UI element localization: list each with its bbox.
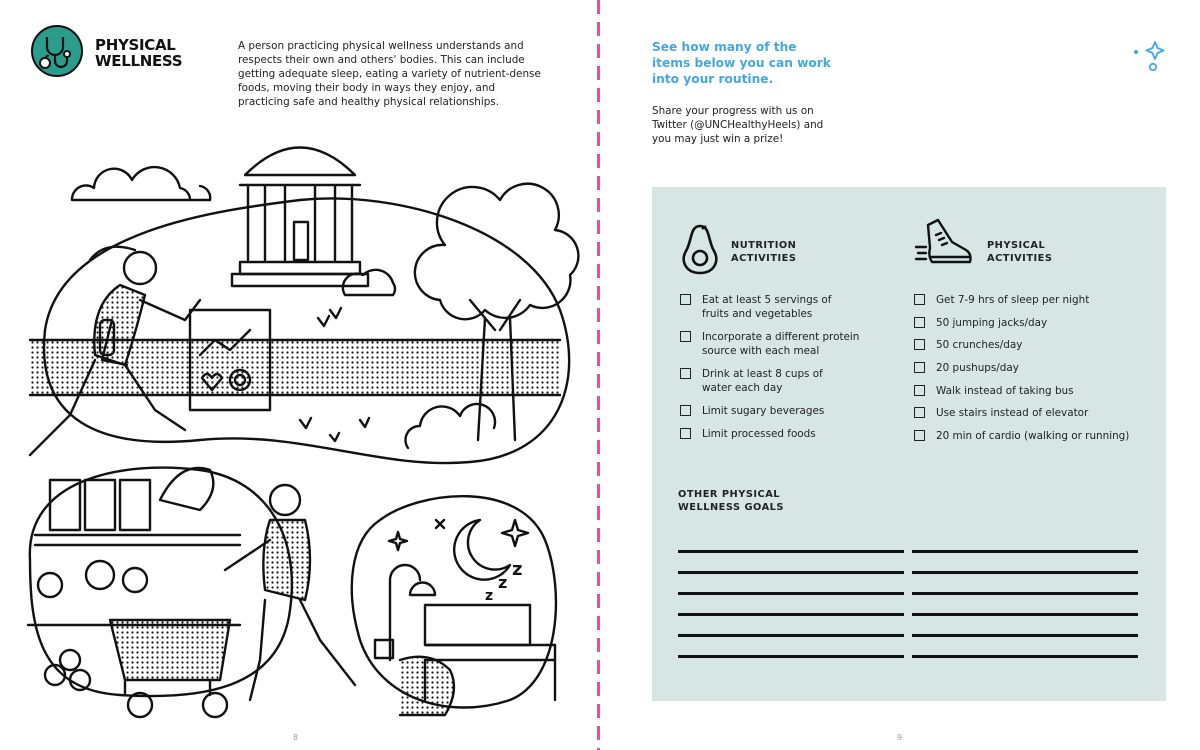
goals-heading-line-1: OTHER PHYSICAL	[678, 489, 781, 500]
tree-icon	[405, 184, 578, 448]
item-text: Walk instead of taking bus	[936, 384, 1074, 397]
activities-panel	[652, 187, 1166, 701]
goal-line[interactable]	[678, 592, 904, 595]
lead-text: See how many of the items below you can work into your routine.	[652, 40, 831, 86]
item-text: 50 crunches/day	[936, 339, 1023, 352]
list-item	[680, 427, 890, 441]
item-text: 50 jumping jacks/day	[936, 316, 1048, 329]
goal-line[interactable]	[678, 550, 904, 553]
physical-heading-line-2: ACTIVITIES	[987, 253, 1053, 264]
goal-line[interactable]	[678, 571, 904, 574]
item-text: Limit processed foods	[702, 428, 816, 440]
goal-line[interactable]	[912, 592, 1138, 595]
item-text: 20 pushups/day	[936, 362, 1019, 375]
goals-heading	[678, 488, 784, 514]
page-number: 9	[897, 733, 903, 742]
page-number: 8	[293, 733, 299, 742]
checkbox[interactable]	[914, 407, 925, 418]
list-item	[680, 330, 890, 358]
title-line-1: PHYSICAL	[95, 36, 176, 54]
list-item	[914, 361, 1154, 375]
sneaker-icon	[914, 217, 976, 269]
checkbox[interactable]	[914, 430, 925, 441]
page-divider	[597, 0, 600, 750]
share-text: Share your progress with us on Twitter (@UNCHealthyHeels) and you may just win a prize!	[652, 105, 824, 145]
list-item	[914, 338, 1154, 352]
moon-icon	[454, 520, 510, 580]
item-text: Limit sugary beverages	[702, 405, 825, 417]
goal-line[interactable]	[912, 634, 1138, 637]
physical-wellness-illustration	[0, 120, 590, 720]
checkbox[interactable]	[914, 385, 925, 396]
title-line-2: WELLNESS	[95, 52, 183, 70]
avocado-icon	[680, 223, 720, 275]
nutrition-checklist	[680, 293, 890, 441]
cloud-icon	[72, 167, 210, 200]
goal-line[interactable]	[912, 571, 1138, 574]
right-page	[603, 0, 1200, 750]
item-text: Eat at least 5 servings of	[702, 294, 832, 306]
item-text: Use stairs instead of elevator	[936, 407, 1089, 420]
physical-checklist	[914, 293, 1154, 443]
left-page	[0, 0, 597, 750]
goal-line[interactable]	[678, 634, 904, 637]
item-text: fruits and vegetables	[702, 308, 813, 320]
nutrition-heading-line-1: NUTRITION	[731, 240, 797, 251]
list-item	[914, 293, 1154, 307]
physical-heading	[987, 239, 1052, 265]
checkbox[interactable]	[914, 362, 925, 373]
checkbox[interactable]	[680, 405, 691, 416]
gazebo-icon	[232, 148, 368, 287]
goals-heading-line-2: WELLNESS GOALS	[678, 502, 784, 513]
checkbox[interactable]	[914, 294, 925, 305]
item-text: source with each meal	[702, 345, 820, 357]
goal-line[interactable]	[678, 655, 904, 658]
goal-line[interactable]	[678, 613, 904, 616]
svg-text:z: z	[485, 588, 494, 604]
item-text: Incorporate a different protein	[702, 331, 860, 343]
checkbox[interactable]	[680, 368, 691, 379]
list-item	[914, 406, 1154, 420]
item-text: 20 min of cardio (walking or running)	[936, 430, 1130, 443]
list-item	[914, 384, 1154, 398]
goal-line[interactable]	[912, 550, 1138, 553]
item-text: Get 7-9 hrs of sleep per night	[936, 294, 1090, 306]
item-text: water each day	[702, 382, 783, 394]
checkbox[interactable]	[914, 339, 925, 350]
checkbox[interactable]	[914, 317, 925, 328]
goal-line[interactable]	[912, 613, 1138, 616]
svg-text:z: z	[512, 559, 523, 580]
physical-heading-line-1: PHYSICAL	[987, 240, 1046, 251]
checkbox[interactable]	[680, 294, 691, 305]
svg-text:z: z	[498, 573, 508, 592]
nutrition-heading-line-2: ACTIVITIES	[731, 253, 797, 264]
star-icon	[502, 520, 528, 546]
shopper-icon	[225, 485, 355, 700]
checkbox[interactable]	[680, 331, 691, 342]
page-title	[95, 37, 182, 69]
list-item	[680, 367, 890, 395]
bedroom-scene-outline	[352, 496, 556, 707]
star-icon	[389, 532, 407, 550]
stethoscope-apple-logo-icon	[31, 25, 83, 77]
shopping-cart-icon	[110, 620, 230, 717]
sparkle-icon	[1131, 40, 1171, 76]
item-text: Drink at least 8 cups of	[702, 368, 823, 380]
list-item	[680, 293, 890, 321]
list-item	[914, 316, 1154, 330]
goal-line[interactable]	[912, 655, 1138, 658]
list-item	[914, 429, 1154, 443]
nutrition-heading	[731, 239, 796, 265]
intro-paragraph: A person practicing physical wellness understands and respects their own and others' bodies. This can include getting adequate sleep, eating a variety of nutrient-dense foods, moving their body in ways they enjoy, and practicing safe and healthy physical relationships.	[238, 40, 541, 108]
checkbox[interactable]	[680, 428, 691, 439]
list-item	[680, 404, 890, 418]
